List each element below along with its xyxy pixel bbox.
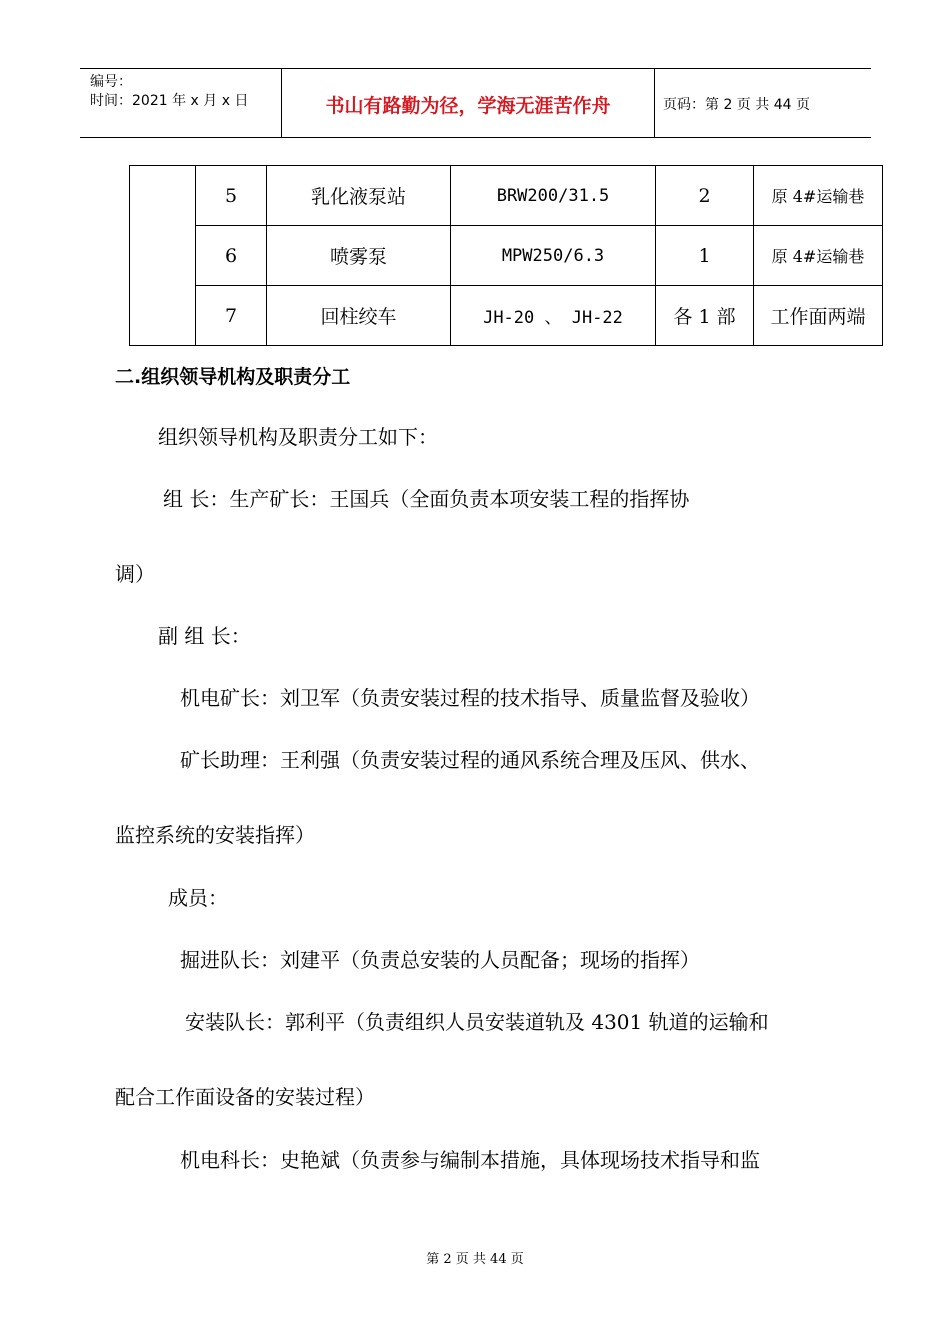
- cell-name: 喷雾泵: [267, 226, 451, 286]
- header-meta-cell: [80, 69, 281, 137]
- table-row: [130, 286, 883, 346]
- section-title: 二.组织领导机构及职责分工: [115, 366, 351, 388]
- header-motto-cell: [281, 69, 655, 137]
- cell-qty: 1: [656, 226, 754, 286]
- cell-location: 原 4#运输巷: [754, 166, 883, 226]
- motto-text: 书山有路勤为径，学海无涯苦作舟: [325, 95, 611, 117]
- leader-line-cont: 调）: [115, 562, 155, 586]
- deputy-item: 机电矿长：刘卫军（负责安装过程的技术指导、质量监督及验收）: [180, 686, 760, 710]
- cell-model: MPW250/6.3: [451, 226, 656, 286]
- cell-model: BRW200/31.5: [451, 166, 656, 226]
- member-item-cont: 配合工作面设备的安装过程）: [115, 1085, 375, 1109]
- cell-qty: 2: [656, 166, 754, 226]
- cell-qty: 各 1 部: [656, 286, 754, 346]
- merged-group-cell: [130, 166, 196, 346]
- page-footer: 第 2 页 共 44 页: [426, 1252, 524, 1267]
- page-info: 页码：第 2 页 共 44 页: [663, 97, 810, 113]
- cell-location: 工作面两端: [754, 286, 883, 346]
- member-item: 机电科长：史艳斌（负责参与编制本措施，具体现场技术指导和监: [180, 1148, 760, 1172]
- cell-model: JH-20 、 JH-22: [451, 286, 656, 346]
- equipment-table: [129, 165, 883, 346]
- deputy-item: 矿长助理：王利强（负责安装过程的通风系统合理及压风、供水、: [180, 748, 760, 772]
- document-header: [80, 68, 871, 138]
- leader-line: 组 长：生产矿长：王国兵（全面负责本项安装工程的指挥协: [163, 487, 690, 511]
- member-item: 安装队长：郭利平（负责组织人员安装道轨及 4301 轨道的运输和: [185, 1010, 769, 1034]
- deputy-item-cont: 监控系统的安装指挥）: [115, 823, 315, 847]
- deputy-label: 副 组 长：: [158, 624, 251, 648]
- table-row: [130, 226, 883, 286]
- members-label: 成员：: [168, 886, 228, 910]
- number-label: 编号：: [90, 74, 132, 90]
- time-label: 时间：2021 年 x 月 x 日: [90, 93, 249, 109]
- cell-no: 5: [196, 166, 267, 226]
- cell-no: 6: [196, 226, 267, 286]
- cell-name: 回柱绞车: [267, 286, 451, 346]
- table-row: [130, 166, 883, 226]
- cell-no: 7: [196, 286, 267, 346]
- intro-paragraph: 组织领导机构及职责分工如下：: [158, 425, 438, 449]
- member-item: 掘进队长：刘建平（负责总安装的人员配备；现场的指挥）: [180, 948, 700, 972]
- cell-name: 乳化液泵站: [267, 166, 451, 226]
- cell-location: 原 4#运输巷: [754, 226, 883, 286]
